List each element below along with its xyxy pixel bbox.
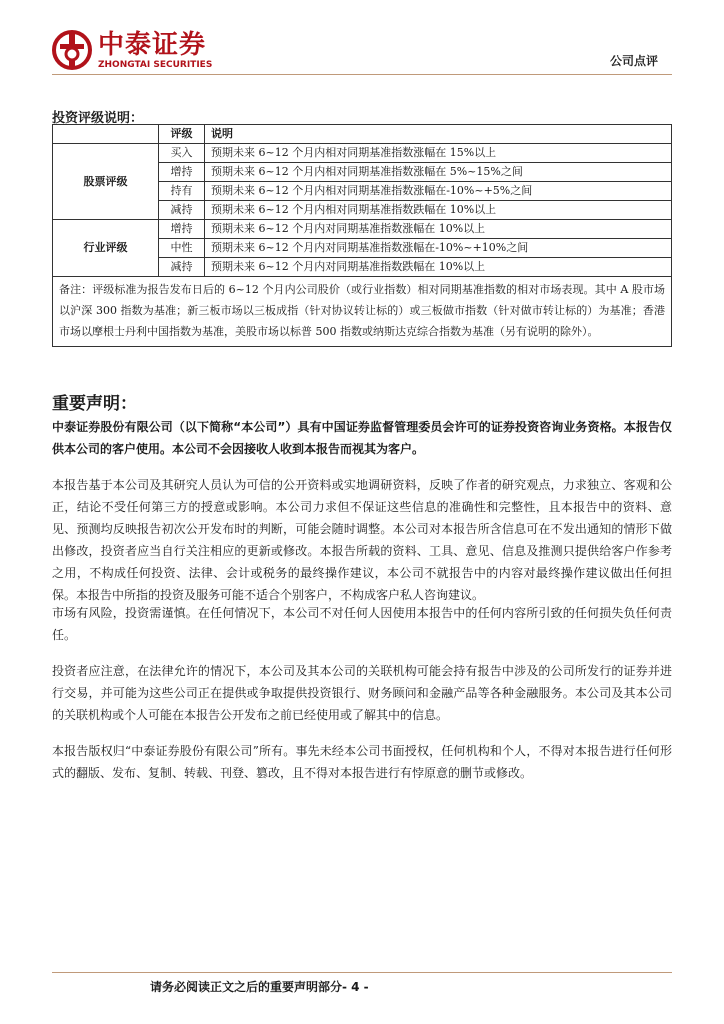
disclaimer-paragraph-4: 投资者应注意，在法律允许的情况下，本公司及其本公司的关联机构可能会持有报告中涉及的公司所发行的证券并进行交易，并可能为这些公司正在提供或争取提供投资银行、财务顾问和金融产品等各种金融服务。本公司及其本公司的关联机构或个人可能在本报告公开发布之前已经使用或了解其中的信息。 — [52, 664, 672, 722]
disclaimer-title: 重要声明： — [52, 394, 137, 414]
company-name-en: ZHONGTAI SECURITIES — [98, 60, 213, 70]
header-divider — [52, 74, 672, 75]
industry-rating-category: 行业评级 — [53, 220, 159, 277]
page-header — [0, 0, 724, 110]
rating-level: 减持 — [159, 201, 205, 220]
rating-level: 持有 — [159, 182, 205, 201]
rating-level: 减持 — [159, 258, 205, 277]
company-name-cn: 中泰证券 — [98, 30, 207, 60]
rating-level: 增持 — [159, 220, 205, 239]
rating-note: 备注：评级标准为报告发布日后的 6~12 个月内公司股价（或行业指数）相对同期基准指数的相对市场表现。其中 A 股市场以沪深 300 指数为基准；新三板市场以三板成指（针对协议转让标的）或三板做市指数（针对做市转让标的）为基准；香港市场以摩根士丹利中国指数为基准，美股市场以标普 500 指数或纳斯达克综合指数为基准（另有说明的除外）。 — [53, 277, 672, 347]
rating-desc: 预期未来 6~12 个月内对同期基准指数涨幅在-10%~+10%之间 — [205, 239, 672, 258]
rating-level: 中性 — [159, 239, 205, 258]
desc-header: 说明 — [205, 125, 672, 144]
rating-note-row — [53, 277, 672, 347]
rating-section-title: 投资评级说明： — [52, 111, 144, 126]
rating-desc: 预期未来 6~12 个月内对同期基准指数跌幅在 10%以上 — [205, 258, 672, 277]
rating-desc: 预期未来 6~12 个月内相对同期基准指数涨幅在-10%~+5%之间 — [205, 182, 672, 201]
table-row — [53, 144, 672, 163]
level-header: 评级 — [159, 125, 205, 144]
disclaimer-paragraph-3: 市场有风险，投资需谨慎。在任何情况下，本公司不对任何人因使用本报告中的任何内容所引致的任何损失负任何责任。 — [52, 606, 672, 642]
rating-desc: 预期未来 6~12 个月内相对同期基准指数跌幅在 10%以上 — [205, 201, 672, 220]
rating-table-header-row — [53, 125, 672, 144]
rating-table — [52, 124, 672, 347]
zhongtai-logo-icon — [52, 30, 92, 70]
disclaimer-paragraph-1: 中泰证券股份有限公司（以下简称“本公司”）具有中国证券监督管理委员会许可的证券投资咨询业务资格。本报告仅供本公司的客户使用。本公司不会因接收人收到本报告而视其为客户。 — [52, 420, 672, 456]
stock-rating-category: 股票评级 — [53, 144, 159, 220]
rating-level: 增持 — [159, 163, 205, 182]
empty-header-cell — [53, 125, 159, 144]
disclaimer-paragraph-5: 本报告版权归“中泰证券股份有限公司”所有。事先未经本公司书面授权，任何机构和个人，不得对本报告进行任何形式的翻版、发布、复制、转载、刊登、篡改，且不得对本报告进行有悖原意的删节或修改。 — [52, 744, 672, 780]
rating-desc: 预期未来 6~12 个月内对同期基准指数涨幅在 10%以上 — [205, 220, 672, 239]
footer-note: 请务必阅读正文之后的重要声明部分- 4 - — [150, 980, 369, 994]
footer-divider — [52, 972, 672, 973]
document-type: 公司点评 — [610, 54, 659, 68]
rating-desc: 预期未来 6~12 个月内相对同期基准指数涨幅在 15%以上 — [205, 144, 672, 163]
rating-desc: 预期未来 6~12 个月内相对同期基准指数涨幅在 5%~15%之间 — [205, 163, 672, 182]
rating-level: 买入 — [159, 144, 205, 163]
table-row — [53, 220, 672, 239]
disclaimer-paragraph-2: 本报告基于本公司及其研究人员认为可信的公开资料或实地调研资料，反映了作者的研究观点，力求独立、客观和公正，结论不受任何第三方的授意或影响。本公司力求但不保证这些信息的准确性和完整性，且本报告中的资料、意见、预测均反映报告初次公开发布时的判断，可能会随时调整。本公司对本报告所含信息可在不发出通知的情形下做出修改，投资者应当自行关注相应的更新或修改。本报告所载的资料、工具、意见、信息及推测只提供给客户作参考之用，不构成任何投资、法律、会计或税务的最终操作建议，本公司不就报告中的内容对最终操作建议做出任何担保。本报告中所指的投资及服务可能不适合个别客户，不构成客户私人咨询建议。 — [52, 478, 672, 602]
